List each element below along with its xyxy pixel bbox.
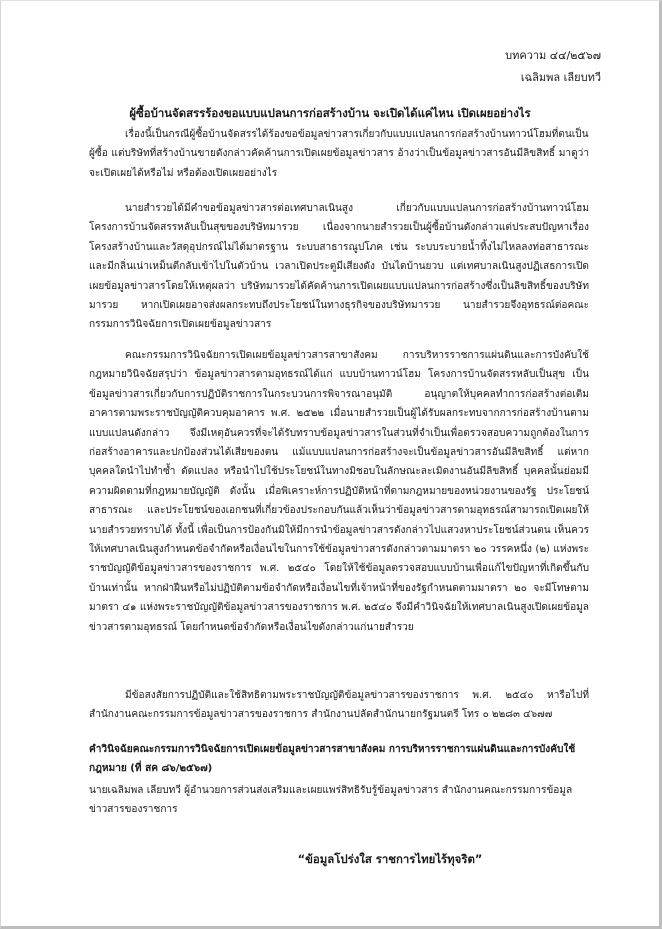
motto: “ข้อมูลโปร่งใส ราชการไทยไร้ทุจริต”	[297, 852, 483, 866]
article-number: บทความ ๔๔/๒๕๖๗	[505, 49, 601, 62]
author-line: นายเฉลิมพล เลียบทวี ผู้อำนวยการส่วนส่งเสริมและเผยแพร่สิทธิรับรู้ข้อมูลข่าวสาร สำนักงานคณะกรรมการข้อมูลข่าวสารของราชการ	[89, 785, 573, 816]
document-title: ผู้ซื้อบ้านจัดสรรร้องขอแบบแปลนการก่อสร้างบ้าน จะเปิดได้แค่ไหน เปิดเผยอย่างไร	[129, 106, 531, 120]
paragraph-text: คณะกรรมการวินิจฉัยการเปิดเผยข้อมูลข่าวสารสาขาสังคม การบริหารราชการแผ่นดินและการบังคับใช้กฎหมายวินิจฉัยสรุปว่า ข้อมูลข่าวสารตามอุทธรณ์ได้แก่ แบบบ้านทาวน์โฮม โครงการบ้านจัดสรรหลับเป็นสุข เป็นข้อมูลข่าวสารเกี่ยวกับการปฏิบัติราชการในกระบวนการพิจารณาอนุมัติ อนุญาตให้บุคคลทำการก่อสร้างต่อเติมอาคารตามพระราชบัญญัติควบคุมอาคาร พ.ศ. ๒๕๒๒ เมื่อนายสำรวยเป็นผู้ได้รับผลกระทบจากการก่อสร้างบ้านตามแบบแปลนดังกล่าว จึงมีเหตุอันควรที่จะได้รับทราบข้อมูลข่าวสารในส่วนที่จำเป็นเพื่อตรวจสอบความถูกต้องในการก่อสร้างอาคารและปกป้องส่วนได้เสียของตน แม้แบบแปลนการก่อสร้างจะเป็นข้อมูลข่าวสารอันมีลิขสิทธิ์ แต่หากบุคคลใดนำไปทำซ้ำ ดัดแปลง หรือนำไปใช้ประโยชน์ในทางมิชอบในลักษณะละเมิดงานอันมีลิขสิทธิ์ บุคคลนั้นย่อมมีความผิดตามที่กฎหมายบัญญัติ ดังนั้น เมื่อพิเคราะห์การปฏิบัติหน้าที่ตามกฎหมายของหน่วยงานของรัฐ ประโยชน์สาธารณะ และประโยชน์ของเอกชนที่เกี่ยวข้องประกอบกันแล้วเห็นว่าข้อมูลข่าวสารตามอุทธรณ์สามารถเปิดเผยให้นายสำรวยทราบได้ ทั้งนี้ เพื่อเป็นการป้องกันมิให้มีการนำข้อมูลข่าวสารดังกล่าวไปแสวงหาประโยชน์ส่วนตน เห็นควรให้เทศบาลเนินสูงกำหนดข้อจำกัดหรือเงื่อนไขในการใช้ข้อมูลข่าวสารดังกล่าวตามมาตรา ๒๐ วรรคหนึ่ง (๒) แห่งพระราชบัญญัติข้อมูลข่าวสารของราชการ พ.ศ. ๒๕๔๐ โดยให้ใช้ข้อมูลตรวจสอบแบบบ้านเพื่อแก้ไขปัญหาที่เกิดขึ้นกับบ้านเท่านั้น หากฝ่าฝืนหรือไม่ปฏิบัติตามข้อจำกัดหรือเงื่อนไขที่เจ้าหน้าที่ของรัฐกำหนดตามมาตรา ๒๐ จะมีโทษตามมาตรา ๔๑ แห่งพระราชบัญญัติข้อมูลข่าวสารของราชการ พ.ศ. ๒๕๔๐ จึงมีคำวินิจฉัยให้เทศบาลเนินสูงเปิดเผยข้อมูลข่าวสารตามอุทธรณ์ โดยกำหนดข้อจำกัดหรือเงื่อนไขดังกล่าวแก่นายสำรวย	[89, 350, 589, 633]
article-header	[505, 45, 601, 89]
header-author: เฉลิมพล เลียบทวี	[520, 71, 601, 84]
paragraph-text: เรื่องนี้เป็นกรณีผู้ซื้อบ้านจัดสรรได้ร้องขอข้อมูลข่าวสารเกี่ยวกับแบบแปลนการก่อสร้างบ้านทาวน์โฮมที่ตนเป็นผู้ซื้อ แต่บริษัทที่สร้างบ้านขายดังกล่าวคัดค้านการเปิดเผยข้อมูลข่าวสาร อ้างว่าเป็นข้อมูลข่าวสารอันมีลิขสิทธิ์ มาดูว่าจะเปิดเผยได้หรือไม่ หรือต้องเปิดเผยอย่างไร	[89, 129, 589, 179]
paragraph-text: นายสำรวยได้มีคำขอข้อมูลข่าวสารต่อเทศบาลเนินสูง เกี่ยวกับแบบแปลนการก่อสร้างบ้านทาวน์โฮม โครงการบ้านจัดสรรหลับเป็นสุขของบริษัทมารวย เนื่องจากนายสำรวยเป็นผู้ซื้อบ้านดังกล่าวแต่ประสบปัญหาเรื่องโครงสร้างบ้านและวัสดุอุปกรณ์ไม่ได้มาตรฐาน ระบบสาธารณูปโภค เช่น ระบบระบายน้ำทิ้งไม่ไหลลงท่อสาธารณะและมีกลิ่นเน่าเหม็นตีกลับเข้าไปในตัวบ้าน เวลาเปิดประตูมีเสียงดัง บันไดบ้านยวบ แต่เทศบาลเนินสูงปฏิเสธการเปิดเผยข้อมูลข่าวสารโดยให้เหตุผลว่า บริษัทมารวยได้คัดค้านการเปิดเผยแบบแปลนการก่อสร้างซึ่งเป็นลิขสิทธิ์ของบริษัทมารวย หากเปิดเผยอาจส่งผลกระทบถึงประโยชน์ในทางธุรกิจของบริษัทมารวย นายสำรวยจึงอุทธรณ์ต่อคณะกรรมการวินิจฉัยการเปิดเผยข้อมูลข่าวสาร	[89, 203, 589, 331]
paragraph-facts	[89, 199, 589, 335]
ruling-reference: คำวินิจฉัยคณะกรรมการวินิจฉัยการเปิดเผยข้อมูลข่าวสารสาขาสังคม การบริหารราชการแผ่นดินและการบังคับใช้กฎหมาย (ที่ สค ๘๖/๒๕๖๗)	[89, 744, 576, 775]
paragraph-text: มีข้อสงสัยการปฏิบัติและใช้สิทธิตามพระราชบัญญัติข้อมูลข่าวสารของราชการ พ.ศ. ๒๕๔๐ หารือไปที่สำนักงานคณะกรรมการข้อมูลข่าวสารของราชการ สำนักงานปลัดสำนักนายกรัฐมนตรี โทร ๐ ๒๒๘๓ ๔๖๗๗	[89, 690, 589, 721]
paragraph-decision	[89, 346, 589, 637]
paragraph-contact	[89, 686, 589, 725]
paragraph-intro	[89, 125, 589, 183]
